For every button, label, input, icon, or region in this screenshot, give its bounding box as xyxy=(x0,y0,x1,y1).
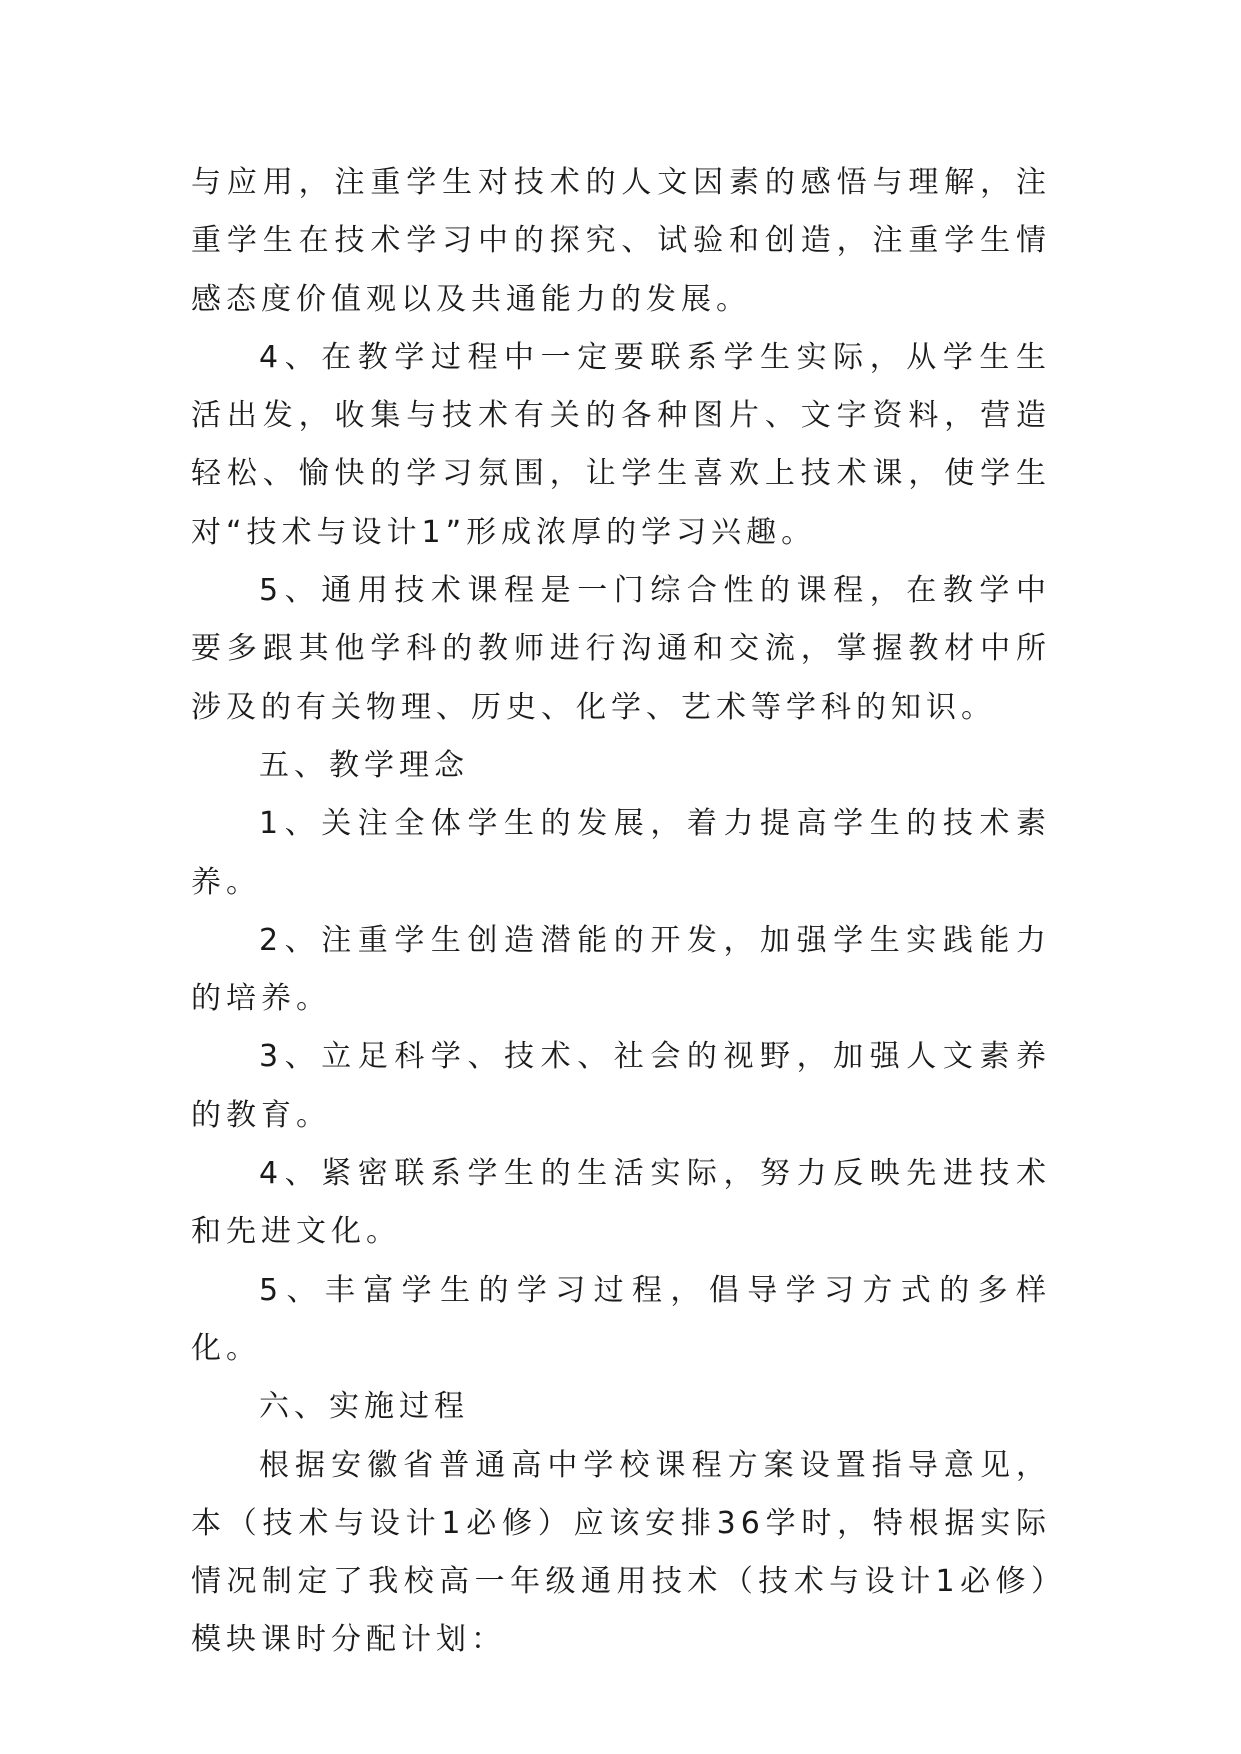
philosophy-item-3: 3、立足科学、技术、社会的视野，加强人文素养的教育。 xyxy=(191,1039,1051,1133)
section-heading-teaching-philosophy: 五、教学理念 xyxy=(259,747,469,783)
document-body xyxy=(191,154,1051,1670)
paragraph-implementation-plan: 根据安徽省普通高中学校课程方案设置指导意见，本（技术与设计1必修）应该安排36学时，特根据实际情况制定了我校高一年级通用技术（技术与设计1必修）模块课时分配计划： xyxy=(191,1447,1051,1658)
philosophy-item-4: 4、紧密联系学生的生活实际，努力反映先进技术和先进文化。 xyxy=(191,1156,1051,1250)
paragraph-item-4-contact-reality: 4、在教学过程中一定要联系学生实际，从学生生活出发，收集与技术有关的各种图片、文字资料，营造轻松、愉快的学习氛围，让学生喜欢上技术课，使学生对“技术与设计1”形成浓厚的学习兴趣。 xyxy=(191,339,1051,550)
philosophy-item-2: 2、注重学生创造潜能的开发，加强学生实践能力的培养。 xyxy=(191,922,1051,1017)
section-heading-implementation: 六、实施过程 xyxy=(259,1389,469,1425)
philosophy-item-1: 1、关注全体学生的发展，着力提高学生的技术素养。 xyxy=(191,806,1051,900)
philosophy-item-5: 5、丰富学生的学习过程，倡导学习方式的多样化。 xyxy=(191,1272,1051,1366)
paragraph-item-5-interdisciplinary: 5、通用技术课程是一门综合性的课程，在教学中要多跟其他学科的教师进行沟通和交流，掌握教材中所涉及的有关物理、历史、化学、艺术等学科的知识。 xyxy=(191,573,1051,725)
paragraph-continuation: 与应用，注重学生对技术的人文因素的感悟与理解，注重学生在技术学习中的探究、试验和创造，注重学生情感态度价值观以及共通能力的发展。 xyxy=(191,165,1051,317)
